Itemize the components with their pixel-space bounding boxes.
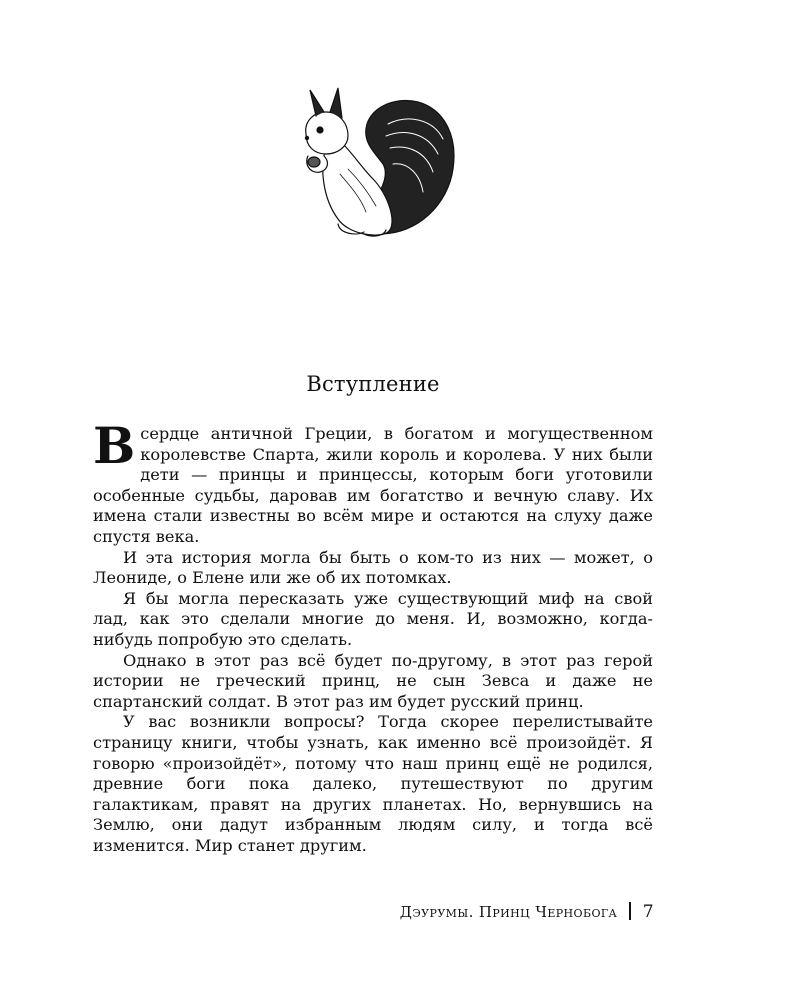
body-text bbox=[93, 416, 653, 856]
paragraph bbox=[93, 416, 653, 548]
running-footer-title: Дэурумы. Принц Чернобога bbox=[399, 903, 618, 921]
squirrel-illustration bbox=[268, 84, 468, 244]
paragraph: Я бы могла пересказать уже существующий миф на свой лад, как это сделали многие до меня. И, возможно, когда-нибудь попробую это сделать. bbox=[93, 588, 653, 649]
page-number: 7 bbox=[642, 902, 654, 922]
running-footer bbox=[400, 902, 654, 922]
paragraph-text: сердце античной Греции, в богатом и могущественном королевстве Спарта, жили король и королева. У них были дети — принцы и принцессы, которым боги уготовили особенные судьбы, даровав им богатство и вечную славу. Их имена стали известны во всём мире и остаются на слуху даже спустя века. bbox=[93, 424, 653, 546]
paragraph: И эта история могла бы быть о ком-то из них — может, о Леониде, о Елене или же об их потомках. bbox=[93, 547, 653, 588]
page-title: Вступление bbox=[306, 372, 440, 396]
paragraph: У вас возникли вопросы? Тогда скорее перелистывайте страницу книги, чтобы узнать, как именно всё произойдёт. Я говорю «произойдёт», потому что наш принц ещё не родился, древние боги пока далеко, путешествуют по другим галактикам, правят на других планетах. Но, вернувшись на Землю, они дадут избранным людям силу, и тогда всё изменится. Мир станет другим. bbox=[93, 712, 653, 855]
footer-separator bbox=[629, 902, 631, 920]
drop-cap: В bbox=[93, 416, 136, 475]
paragraph: Однако в этот раз всё будет по-другому, в этот раз герой истории не греческий принц, не сын Зевса и даже не спартанский солдат. В этот раз им будет русский принц. bbox=[93, 650, 653, 711]
